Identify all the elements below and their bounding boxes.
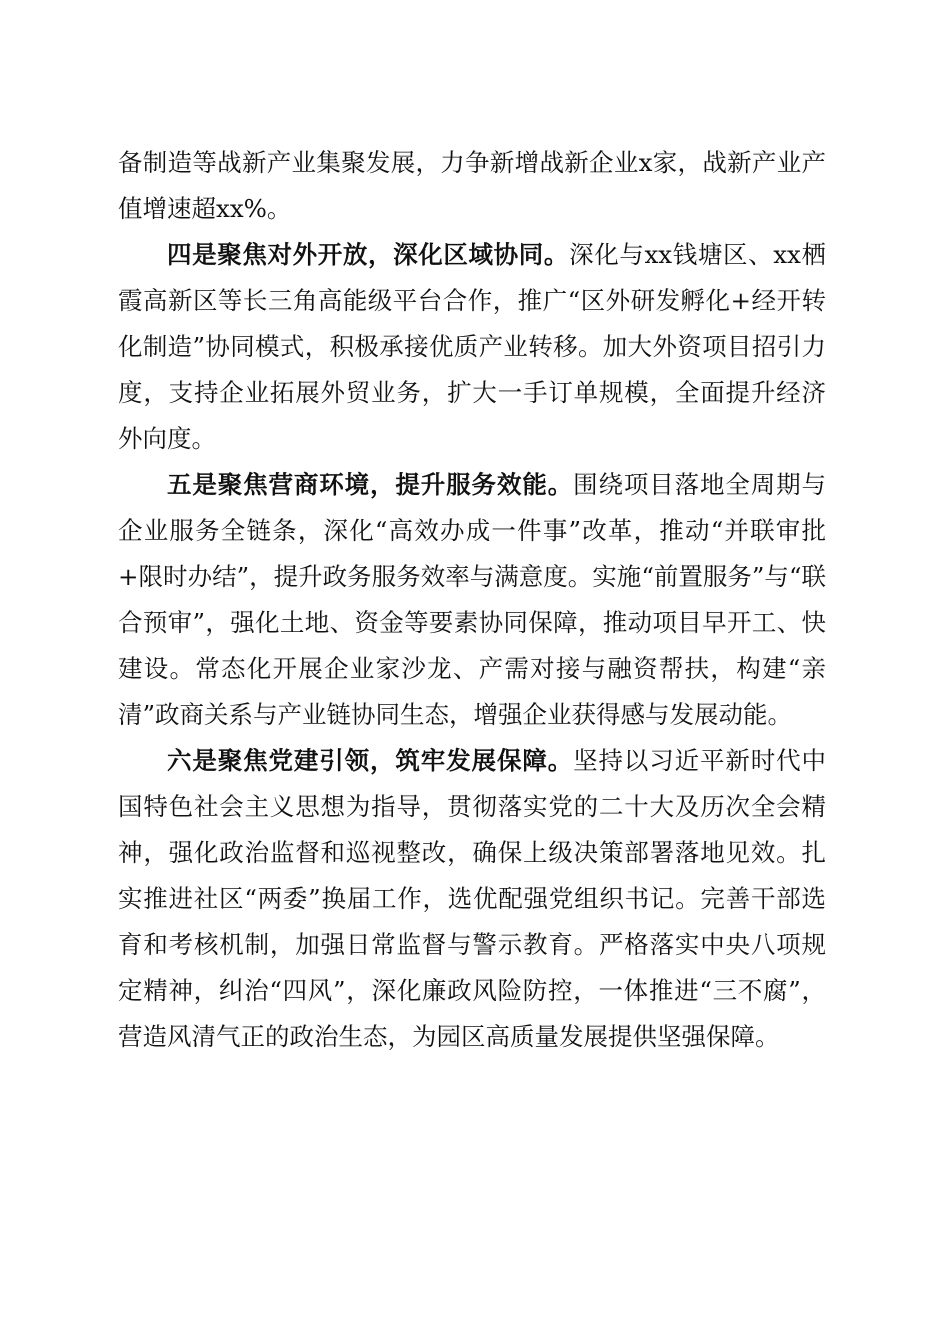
paragraph-business-environment	[118, 462, 826, 738]
paragraph-text: 围绕项目落地全周期与企业服务全链条，深化“高效办成一件事”改革，推动“并联审批+限时办结”，提升政务服务效率与满意度。实施“前置服务”与“联合预审”，强化土地、资金等要素协同保障，推动项目早开工、快建设。常态化开展企业家沙龙、产需对接与融资帮扶，构建“亲清”政商关系与产业链协同生态，增强企业获得感与发展动能。	[118, 470, 826, 729]
paragraph-continuation	[118, 140, 826, 232]
paragraph-party-building	[118, 738, 826, 1060]
paragraph-text: 备制造等战新产业集聚发展，力争新增战新企业x家，战新产业产值增速超xx%。	[118, 148, 826, 223]
paragraph-heading: 四是聚焦对外开放，深化区域协同。	[167, 240, 570, 269]
document-body	[118, 140, 826, 1060]
paragraph-opening-up	[118, 232, 826, 462]
paragraph-text: 坚持以习近平新时代中国特色社会主义思想为指导，贯彻落实党的二十大及历次全会精神，强化政治监督和巡视整改，确保上级决策部署落地见效。扎实推进社区“两委”换届工作，选优配强党组织书记。完善干部选育和考核机制，加强日常监督与警示教育。严格落实中央八项规定精神，纠治“四风”，深化廉政风险防控，一体推进“三不腐”，营造风清气正的政治生态，为园区高质量发展提供坚强保障。	[118, 746, 826, 1051]
paragraph-text: 深化与xx钱塘区、xx栖霞高新区等长三角高能级平台合作，推广“区外研发孵化+经开转化制造”协同模式，积极承接优质产业转移。加大外资项目招引力度，支持企业拓展外贸业务，扩大一手订单规模，全面提升经济外向度。	[118, 240, 826, 453]
paragraph-heading: 六是聚焦党建引领，筑牢发展保障。	[167, 746, 574, 775]
paragraph-heading: 五是聚焦营商环境，提升服务效能。	[167, 470, 574, 499]
